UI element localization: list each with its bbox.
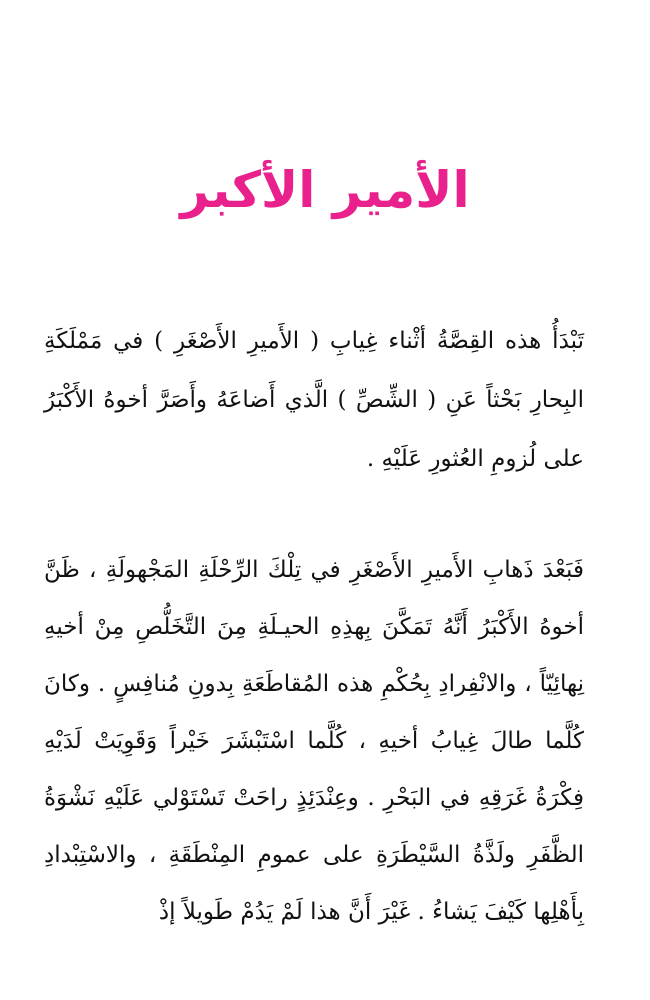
paragraph-intro: تَبْدَأُ هذه القِصَّةُ أثْناء غِيابِ ( الأَميرِ الأَصْغَرِ ) في مَمْلَكَةِ البِحارِ بَحْثاً عَنِ ( الشِّصِّ ) الَّذي أَضاعَهُ وأَصَرَّ أخوهُ الأَكْبَرُ على لُزومِ العُثورِ عَلَيْهِ . — [44, 328, 584, 472]
chapter-title: الأمير الأكبر — [180, 161, 470, 219]
paragraph-main: فَبَعْدَ ذَهابِ الأَميرِ الأَصْغَرِ في تِلْكَ الرِّحْلَةِ المَجْهولَةِ ، ظَنَّ أخوهُ الأَكْبَرُ أَنَّهُ تَمَكَّنَ بِهذِهِ الحيـلَةِ مِنَ التَّخَلُّصِ مِنْ أخيهِ نِهائِيّاً ، والانْفِرادِ بِحُكْمِ هذه المُقاطَعَةِ بِدونِ مُنافِسٍ . وكانَ كُلَّما طالَ غِيابُ أخيهِ ، كُلَّما اسْتَبْشَرَ خَيْراً وَقَوِيَتْ لَدَيْهِ فِكْرَةُ غَرَقِهِ في البَحْرِ . وعِنْدَئِذٍ راحَتْ تَسْتَوْلي عَلَيْهِ نَشْوَةُ الظَّفَرِ ولَذَّةُ السَّيْطَرَةِ على عمومِ المِنْطَقَةِ ، والاسْتِبْدادِ بِأَهْلِها كَيْفَ يَشاءُ . غَيْرَ أَنَّ هذا لَمْ يَدُمْ طَويلاً إذْ — [44, 557, 584, 925]
